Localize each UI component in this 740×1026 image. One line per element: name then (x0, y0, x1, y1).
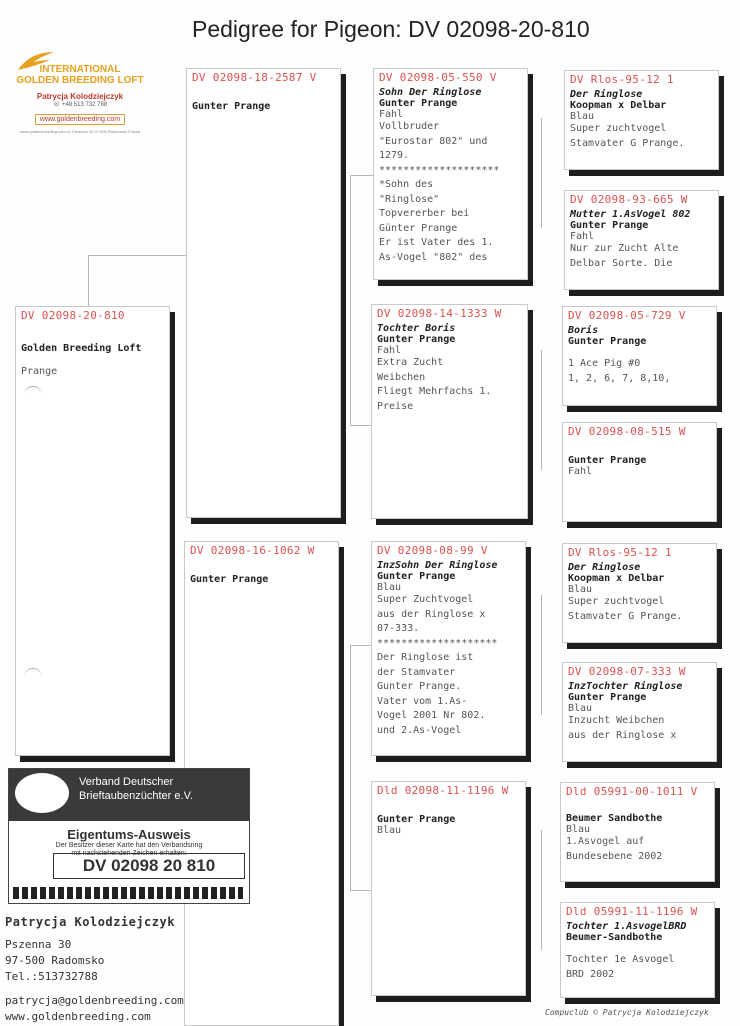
pigeon-color: Fahl (568, 466, 593, 477)
breeder-name: Gunter Prange (568, 336, 647, 347)
card-header (9, 769, 249, 821)
pigeon-notes: Nur zur Zucht Alte Delbar Sorte. Die (570, 243, 679, 269)
breeder-name: Gunter Prange (379, 98, 458, 109)
pigeon-notes: Inzucht Weibchen aus der Ringlose x (568, 715, 677, 741)
logo-site: www.goldenbreeding.com (35, 114, 125, 125)
breeder-name: Gunter Prange (568, 692, 647, 703)
owner-street: Pszenna 30 (5, 938, 72, 952)
pigeon-card-ffm[interactable] (564, 190, 719, 290)
ring-number: DV 02098-05-729 V (568, 309, 686, 322)
pigeon-card-ff[interactable] (373, 68, 528, 280)
card-org-line1: Verband Deutscher (79, 776, 174, 788)
breeder-name: Gunter Prange (568, 455, 647, 466)
breeder-name: Beumer Sandbothe (566, 813, 663, 824)
pigeon-name: Tochter 1.AsvogelBRD (566, 921, 687, 932)
pigeon-color: Blau (377, 582, 402, 593)
logo-owner: Patrycja Kolodziejczyk (36, 92, 124, 101)
pigeon-color: Blau (568, 584, 593, 595)
ring-number: DV 02098-93-665 W (570, 193, 688, 206)
pigeon-color: Fahl (570, 231, 595, 242)
breeder-name: Koopman x Delbar (568, 573, 665, 584)
pigeon-notes: 1 Ace Pig #0 1, 2, 6, 7, 8,10, (568, 358, 671, 384)
ring-number: DV 02098-16-1062 W (190, 544, 315, 557)
ownership-card (8, 768, 250, 904)
ring-number: Dld 05991-11-1196 W (566, 905, 698, 918)
connector (350, 645, 351, 890)
card-text-1: Der Besitzer dieser Karte hat den Verbandsring (55, 842, 203, 849)
ring-number: DV 02098-18-2587 V (192, 71, 317, 84)
logo-phone: ☏ +48 513 732 788 (52, 102, 108, 108)
pigeon-card-mm[interactable] (371, 781, 526, 996)
pigeon-card-mf[interactable] (371, 541, 526, 756)
pigeon-color: Blau (570, 111, 595, 122)
pigeon-card-mmf[interactable] (560, 782, 715, 882)
pigeon-notes: Super zuchtvogel Stamvater G Prange. (568, 596, 683, 622)
ring-number: DV 02098-14-1333 W (377, 307, 502, 320)
connector (350, 425, 373, 426)
pigeon-card-fm[interactable] (371, 304, 528, 519)
breeder-name: Gunter Prange (192, 101, 271, 112)
pigeon-card-fmf[interactable] (562, 306, 717, 406)
pigeon-card-mfm[interactable] (562, 662, 717, 762)
pigeon-notes: Tochter 1e Asvogel BRD 2002 (566, 954, 675, 980)
pigeon-notes: 1.Asvogel auf Bundesebene 2002 (566, 836, 663, 862)
logo-line1: INTERNATIONAL (39, 64, 121, 75)
pigeon-notes: Super Zuchtvogel aus der Ringlose x 07-333. ******************** Der Ringlose ist der Stamvater Gunter Prange. Vater vom 1.As- Vogel 2001 Nr 802. und 2.As-Vogel (377, 594, 498, 736)
pigeon-notes: Extra Zucht Weibchen Fliegt Mehrfachs 1. Preise (377, 357, 492, 412)
breeder-name: Gunter Prange (377, 334, 456, 345)
footer-credit: Compuclub © Patrycja Kolodziejczyk (545, 1008, 709, 1017)
ring-number: Dld 02098-11-1196 W (377, 784, 509, 797)
stork-icon (15, 773, 69, 813)
pigeon-name: Mutter 1.AsVogel 802 (570, 209, 691, 220)
pigeon-card-fmm[interactable] (562, 422, 717, 522)
connector (541, 350, 542, 470)
pigeon-color: Blau (566, 824, 591, 835)
pigeon-color: Blau (377, 825, 402, 836)
owner-name: Patrycja Kolodziejczyk (5, 915, 175, 929)
pigeon-card-subject[interactable] (15, 306, 170, 756)
owner-city: 97-500 Radomsko (5, 954, 105, 968)
owner-web[interactable]: www.goldenbreeding.com (5, 1010, 151, 1024)
pigeon-name: Tochter Boris (377, 323, 456, 334)
pigeon-name: InzTochter Ringlose (568, 681, 683, 692)
card-pattern (13, 887, 243, 899)
card-org-line2: Brieftaubenzüchter e.V. (79, 790, 193, 803)
ring-number: DV 02098-08-99 V (377, 544, 488, 557)
connector (88, 255, 89, 311)
binder-hole (24, 386, 42, 405)
ring-number: DV Rlos-95-12 1 (568, 546, 672, 559)
card-heading: Eigentums-Ausweis (67, 827, 191, 842)
wing-icon (16, 50, 56, 72)
pigeon-card-mmm[interactable] (560, 902, 715, 998)
logo-line2: GOLDEN BREEDING LOFT (16, 75, 144, 86)
ring-number: DV Rlos-95-12 1 (570, 73, 674, 86)
ring-number: DV 02098-08-515 W (568, 425, 686, 438)
connector (541, 118, 542, 228)
breeder-name: Gunter Prange (377, 814, 456, 825)
logo-fine: www.goldenbreeding.com ul. Pszenna 30 97-500 Radomsko Polska (19, 129, 141, 134)
pigeon-name: InzSohn Der Ringlose (377, 560, 498, 571)
connector (350, 175, 351, 425)
owner-info (5, 914, 184, 1025)
breeder-name: Beumer-Sandbothe (566, 932, 663, 943)
pigeon-card-father[interactable] (186, 68, 341, 518)
pigeon-color: Blau (568, 703, 593, 714)
card-text-2: mit nachstehenden Zeichen erhalten: (71, 850, 187, 858)
breeder-name: Koopman x Delbar (570, 100, 667, 111)
ring-number: DV 02098-20-810 (21, 309, 125, 322)
pigeon-name: Boris (568, 325, 599, 336)
connector (350, 645, 373, 646)
owner-email[interactable]: patrycja@goldenbreeding.com (5, 994, 184, 1008)
ring-number: DV 02098-07-333 W (568, 665, 686, 678)
pigeon-name: Der Ringlose (570, 89, 643, 100)
breeder-name: Gunter Prange (570, 220, 649, 231)
card-ring-number: DV 02098 20 810 (53, 853, 245, 879)
pigeon-card-mff[interactable] (562, 543, 717, 643)
loft-logo (10, 46, 150, 142)
subject-notes: Prange (21, 366, 58, 377)
breeder-name: Gunter Prange (377, 571, 456, 582)
pigeon-name: Sohn Der Ringlose (379, 87, 482, 98)
connector (541, 595, 542, 715)
connector (350, 175, 373, 176)
breeder-name: Gunter Prange (190, 574, 269, 585)
page-title: Pedigree for Pigeon: DV 02098-20-810 (192, 16, 590, 42)
connector (88, 255, 188, 256)
ring-number: Dld 05991-00-1011 V (566, 785, 698, 798)
pigeon-notes: Vollbruder "Eurostar 802" und 1279. ******************** *Sohn des "Ringlose" Topvererber bei Günter Prange Er ist Vater des 1. As-Vogel "802" des (379, 121, 500, 263)
pigeon-color: Fahl (377, 345, 402, 356)
pigeon-notes: Super zuchtvogel Stamvater G Prange. (570, 123, 685, 149)
pigeon-name: Der Ringlose (568, 562, 641, 573)
binder-hole (24, 668, 42, 687)
ring-number: DV 02098-05-550 V (379, 71, 497, 84)
breeder-name: Golden Breeding Loft (21, 343, 142, 354)
connector (541, 830, 542, 950)
pigeon-color: Fahl (379, 109, 404, 120)
pigeon-card-fff[interactable] (564, 70, 719, 170)
connector (350, 890, 373, 891)
owner-tel: Tel.:513732788 (5, 970, 98, 984)
